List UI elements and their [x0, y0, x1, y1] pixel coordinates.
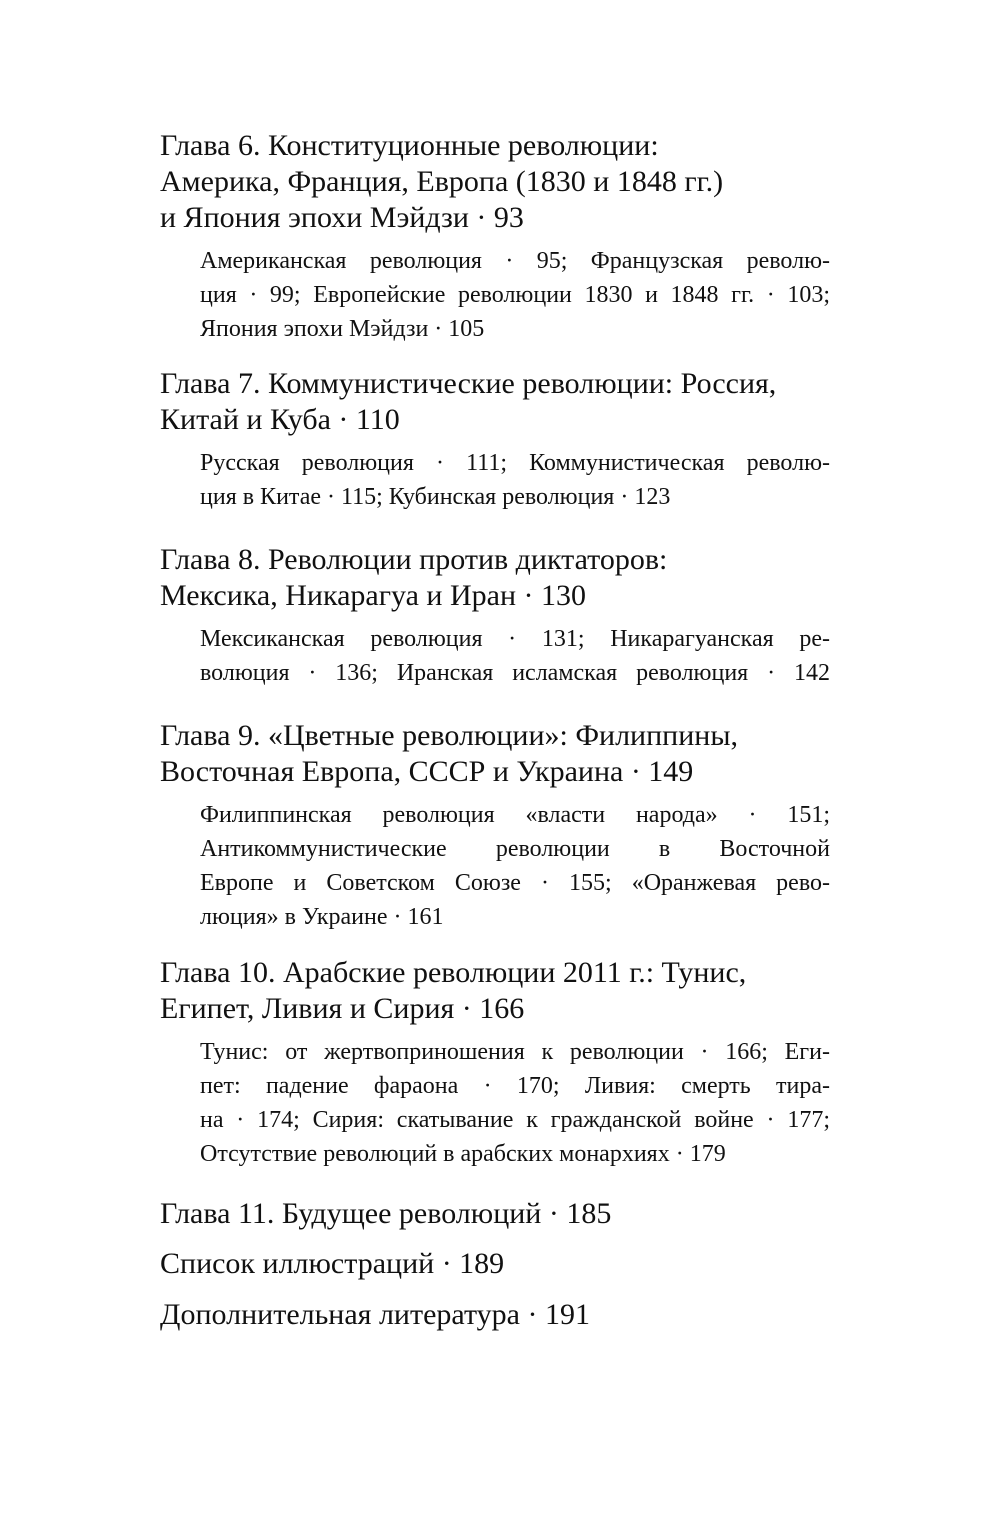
subsection-line: Американская революция · 95; Французская револю-	[200, 248, 830, 274]
subsection-line: пет: падение фараона · 170; Ливия: смерть тира-	[200, 1073, 830, 1099]
chapter-6	[160, 128, 850, 346]
chapter-subsections	[200, 622, 830, 690]
chapter-subsections	[200, 798, 830, 934]
chapter-title-line: Глава 9. «Цветные революции»: Филиппины,	[160, 719, 738, 752]
chapter-title-line: Глава 6. Конституционные революции:	[160, 129, 659, 162]
chapter-subsections	[200, 446, 830, 514]
chapter-title-line: Глава 10. Арабские революции 2011 г.: Тунис,	[160, 956, 747, 989]
chapter-title-line: Америка, Франция, Европа (1830 и 1848 гг.)	[160, 165, 724, 198]
illustrations-list-entry: Список иллюстраций · 189	[160, 1247, 505, 1280]
chapter-7	[160, 366, 850, 514]
chapter-subsections	[200, 1035, 830, 1171]
chapter-8	[160, 542, 850, 690]
chapter-title	[160, 718, 850, 790]
chapter-title-line: и Япония эпохи Мэйдзи · 93	[160, 201, 524, 234]
chapter-9	[160, 718, 850, 934]
chapter-title	[160, 366, 850, 438]
subsection-line: Тунис: от жертвоприношения к революции · 166; Еги-	[200, 1039, 830, 1065]
further-reading-entry: Дополнительная литература · 191	[160, 1298, 590, 1331]
subsection-line: Антикоммунистические революции в Восточной	[200, 836, 830, 862]
subsection-line: Европе и Советском Союзе · 155; «Оранжевая рево-	[200, 870, 830, 896]
subsection-line: ция в Китае · 115; Кубинская революция · 123	[200, 484, 671, 510]
chapter-title	[160, 128, 850, 236]
chapter-11-entry: Глава 11. Будущее революций · 185	[160, 1197, 612, 1230]
subsection-line: Филиппинская революция «власти народа» · 151;	[200, 802, 830, 828]
chapter-title-line: Глава 8. Революции против диктаторов:	[160, 543, 668, 576]
subsection-line: Мексиканская революция · 131; Никарагуанская ре-	[200, 626, 830, 652]
chapter-title-line: Глава 7. Коммунистические революции: Россия,	[160, 367, 777, 400]
chapter-subsections	[200, 244, 830, 346]
subsection-line: Япония эпохи Мэйдзи · 105	[200, 316, 485, 342]
chapter-title-line: Восточная Европа, СССР и Украина · 149	[160, 755, 694, 788]
subsection-line: Отсутствие революций в арабских монархиях · 179	[200, 1141, 726, 1167]
subsection-line: на · 174; Сирия: скатывание к гражданской войне · 177;	[200, 1107, 830, 1133]
chapter-10	[160, 955, 850, 1171]
subsection-line: ция · 99; Европейские революции 1830 и 1848 гг. · 103;	[200, 282, 830, 308]
subsection-line: люция» в Украине · 161	[200, 904, 444, 930]
chapter-title-line: Китай и Куба · 110	[160, 403, 400, 436]
chapter-title	[160, 542, 850, 614]
subsection-line: Русская революция · 111; Коммунистическая револю-	[200, 450, 830, 476]
subsection-line: волюция · 136; Иранская исламская революция · 142	[200, 660, 830, 686]
chapter-title	[160, 955, 850, 1027]
chapter-title-line: Египет, Ливия и Сирия · 166	[160, 992, 525, 1025]
chapter-title-line: Мексика, Никарагуа и Иран · 130	[160, 579, 587, 612]
